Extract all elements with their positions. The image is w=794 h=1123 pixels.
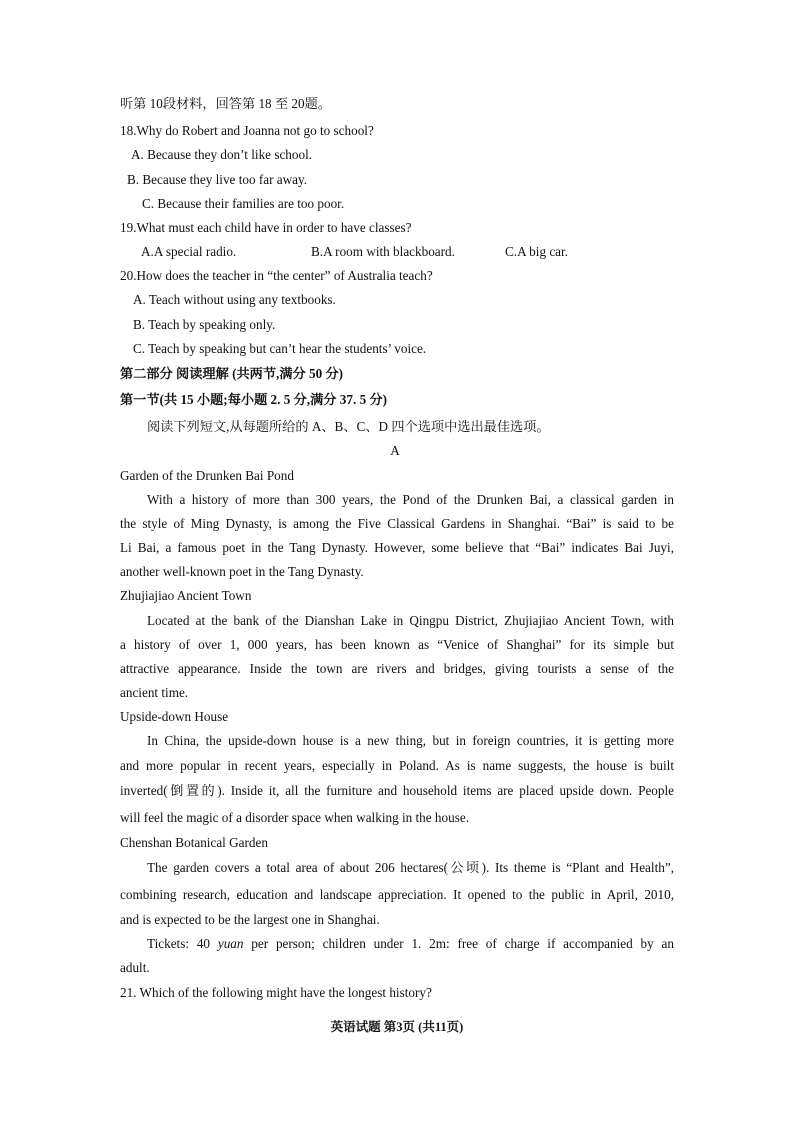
reading-section-title: 第一节(共 15 小题;每小题 2. 5 分,满分 37. 5 分) (120, 392, 388, 407)
passage-2-line-1: Located at the bank of the Dianshan Lake in Qingpu District, Zhujiajiao Ancient Town, with (147, 613, 674, 628)
passage-1-line-4: another well-known poet in the Tang Dynasty. (120, 564, 364, 579)
passage-label: A (390, 443, 400, 458)
passage-1-heading: Garden of the Drunken Bai Pond (120, 468, 294, 483)
passage-3-line-1: In China, the upside-down house is a new thing, but in foreign countries, it is getting more (147, 733, 674, 748)
question-19-option-b: B.A room with blackboard. (311, 244, 455, 259)
tickets-text-end: per person; children under 1. 2m: free of charge if accompanied by an (243, 936, 675, 951)
question-21-stem: 21. Which of the following might have the longest history? (120, 985, 432, 1000)
question-18-stem: 18.Why do Robert and Joanna not go to school? (120, 123, 374, 138)
passage-3-line-4: will feel the magic of a disorder space when walking in the house. (120, 810, 469, 825)
passage-3-heading: Upside-down House (120, 709, 229, 724)
question-19-option-a: A.A special radio. (141, 244, 237, 259)
passage-4-tickets-line (147, 935, 674, 953)
passage-2-line-2: a history of over 1, 000 years, has been known as “Venice of Shanghai” for its simple but (120, 637, 674, 652)
tickets-text-start: Tickets: 40 (147, 936, 218, 951)
passage-3-line-2: and more popular in recent years, especially in Poland. As is name suggests, the house is built (120, 758, 674, 773)
question-20-option-b: B. Teach by speaking only. (133, 317, 276, 332)
passage-1-line-2: the style of Ming Dynasty, is among the Five Classical Gardens in Shanghai. “Bai” is said to be (120, 516, 674, 531)
listening-intro: 听第 10段材料，回答第 18 至 20题。 (120, 96, 331, 111)
passage-2-line-3: attractive appearance. Inside the town are rivers and bridges, giving tourists a sense of the (120, 661, 674, 676)
passage-4-line-2: combining research, education and landscape appreciation. It opened to the public in April, 2010, (120, 887, 674, 902)
passage-2-line-4: ancient time. (120, 685, 189, 700)
passage-1-line-1: With a history of more than 300 years, the Pond of the Drunken Bai, a classical garden in (147, 492, 674, 507)
passage-1-line-3: Li Bai, a famous poet in the Tang Dynasty. However, some believe that “Bai” indicates Bai Juyi, (120, 540, 674, 555)
passage-4-line-5: adult. (120, 960, 150, 975)
question-19-stem: 19.What must each child have in order to have classes? (120, 220, 412, 235)
page-footer: 英语试题 第3页 (共11页) (330, 1020, 464, 1034)
question-18-option-a: A. Because they don’t like school. (131, 147, 313, 162)
question-18-option-c: C. Because their families are too poor. (142, 196, 345, 211)
question-20-stem: 20.How does the teacher in “the center” of Australia teach? (120, 268, 433, 283)
passage-4-line-3: and is expected to be the largest one in Shanghai. (120, 912, 380, 927)
passage-3-line-3: inverted(倒置的). Inside it, all the furniture and household items are placed upside down. People (120, 783, 674, 798)
question-19-option-c: C.A big car. (505, 244, 568, 259)
passage-4-heading: Chenshan Botanical Garden (120, 835, 268, 850)
question-18-option-b: B. Because they live too far away. (127, 172, 308, 187)
reading-part-title: 第二部分 阅读理解 (共两节,满分 50 分) (120, 366, 344, 381)
question-20-option-a: A. Teach without using any textbooks. (133, 292, 336, 307)
reading-instruction: 阅读下列短文,从每题所给的 A、B、C、D 四个选项中选出最佳选项。 (147, 419, 550, 434)
question-20-option-c: C. Teach by speaking but can’t hear the students’ voice. (133, 341, 427, 356)
passage-2-heading: Zhujiajiao Ancient Town (120, 588, 252, 603)
tickets-yuan: yuan (217, 936, 244, 951)
passage-4-line-1: The garden covers a total area of about 206 hectares(公顷). Its theme is “Plant and Health”, (147, 860, 674, 875)
